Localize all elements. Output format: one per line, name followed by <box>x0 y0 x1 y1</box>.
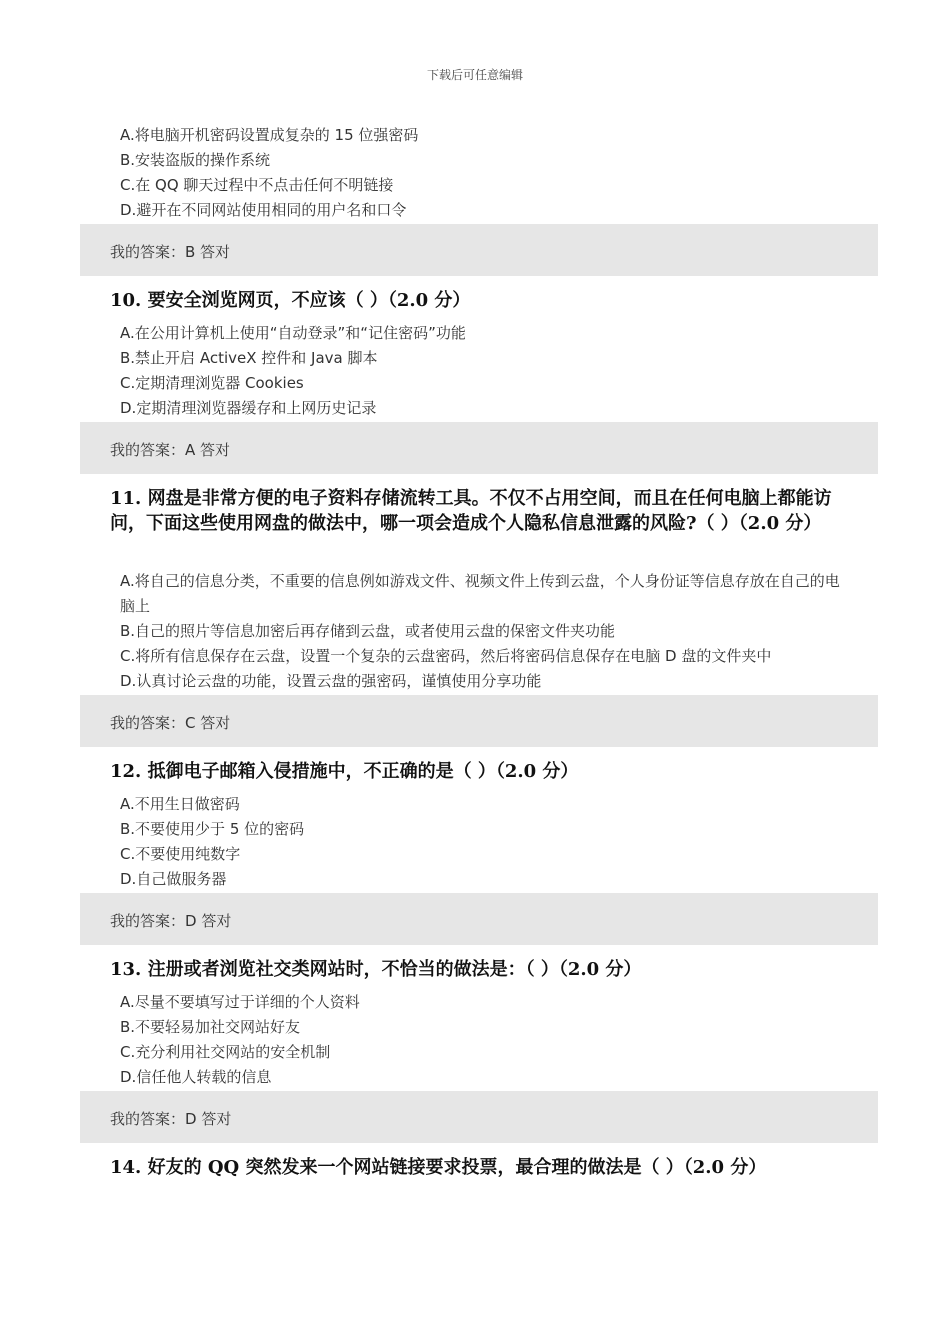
option-c[interactable]: C.将所有信息保存在云盘，设置一个复杂的云盘密码，然后将密码信息保存在电脑 D 盘的文件夹中 <box>120 647 772 665</box>
question-10-title: 10. 要安全浏览网页，不应该（ ）（2.0 分） <box>110 290 471 311</box>
q11-options <box>120 569 850 694</box>
option-d[interactable]: D.自己做服务器 <box>120 870 227 888</box>
q12-options <box>120 792 304 892</box>
option-b[interactable]: B.不要使用少于 5 位的密码 <box>120 820 305 838</box>
option-d[interactable]: D.避开在不同网站使用相同的用户名和口令 <box>120 201 407 219</box>
option-a[interactable]: A.不用生日做密码 <box>120 795 240 813</box>
question-11-title: 11. 网盘是非常方便的电子资料存储流转工具。不仅不占用空间，而且在任何电脑上都能访问，下面这些使用网盘的做法中，哪一项会造成个人隐私信息泄露的风险?（ ）（2.0 分） <box>110 488 832 534</box>
q10-options <box>120 321 466 421</box>
q13-options <box>120 990 360 1090</box>
option-b[interactable]: B.禁止开启 ActiveX 控件和 Java 脚本 <box>120 349 378 367</box>
option-c[interactable]: C.定期清理浏览器 Cookies <box>120 374 304 392</box>
option-b[interactable]: B.不要轻易加社交网站好友 <box>120 1018 301 1036</box>
question-12-title: 12. 抵御电子邮箱入侵措施中，不正确的是（ ）（2.0 分） <box>110 761 579 782</box>
answer-text: 我的答案：D 答对 <box>110 1110 232 1128</box>
question-13-title: 13. 注册或者浏览社交类网站时，不恰当的做法是：（ ）（2.0 分） <box>110 959 642 980</box>
option-a[interactable]: A.在公用计算机上使用“自动登录”和“记住密码”功能 <box>120 324 466 342</box>
q12-answer-bar <box>80 893 878 945</box>
answer-text: 我的答案：A 答对 <box>110 441 231 459</box>
option-b[interactable]: B.安装盗版的操作系统 <box>120 151 271 169</box>
q9-answer-bar <box>80 224 878 276</box>
option-b[interactable]: B.自己的照片等信息加密后再存储到云盘，或者使用云盘的保密文件夹功能 <box>120 622 616 640</box>
option-d[interactable]: D.定期清理浏览器缓存和上网历史记录 <box>120 399 377 417</box>
option-d[interactable]: D.信任他人转载的信息 <box>120 1068 272 1086</box>
option-a[interactable]: A.将自己的信息分类，不重要的信息例如游戏文件、视频文件上传到云盘，个人身份证等信息存放在自己的电脑上 <box>120 572 840 615</box>
q10-answer-bar <box>80 422 878 474</box>
answer-text: 我的答案：D 答对 <box>110 912 232 930</box>
option-c[interactable]: C.在 QQ 聊天过程中不点击任何不明链接 <box>120 176 394 194</box>
q9-options <box>120 123 418 223</box>
option-d[interactable]: D.认真讨论云盘的功能，设置云盘的强密码，谨慎使用分享功能 <box>120 672 542 690</box>
option-a[interactable]: A.将电脑开机密码设置成复杂的 15 位强密码 <box>120 126 419 144</box>
question-14-title: 14. 好友的 QQ 突然发来一个网站链接要求投票，最合理的做法是（ ）（2.0 分） <box>110 1157 767 1178</box>
option-c[interactable]: C.不要使用纯数字 <box>120 845 241 863</box>
page-header: 下载后可任意编辑 <box>426 68 523 82</box>
answer-text: 我的答案：C 答对 <box>110 714 231 732</box>
q13-answer-bar <box>80 1091 878 1143</box>
option-c[interactable]: C.充分利用社交网站的安全机制 <box>120 1043 331 1061</box>
answer-text: 我的答案：B 答对 <box>110 243 231 261</box>
q11-answer-bar <box>80 695 878 747</box>
option-a[interactable]: A.尽量不要填写过于详细的个人资料 <box>120 993 360 1011</box>
